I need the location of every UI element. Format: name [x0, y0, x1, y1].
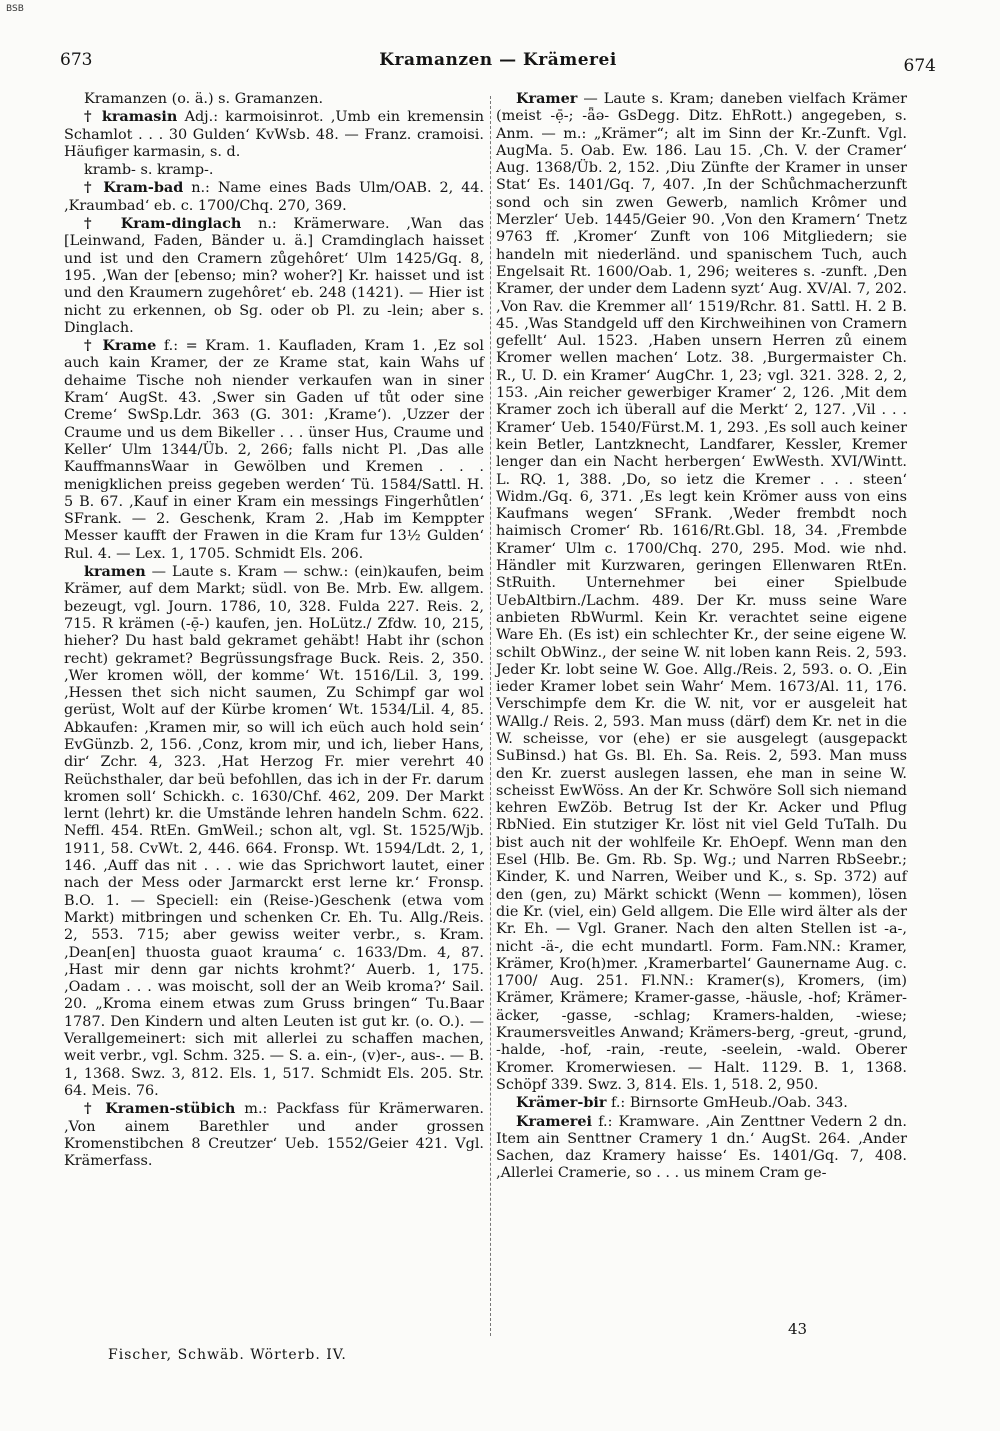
page-header	[60, 44, 936, 76]
entry: † kramasin Adj.: karmoisinrot. ‚Umb ein kremensin Schamlot . . . 30 Gulden‘ KvWsb. 48. — Franz. cramoisi. Häufiger karmasin, s. d.	[64, 108, 484, 160]
entry: Kramer — Laute s. Kram; daneben vielfach Krämer (meist -ẹ̄-; -ǟə- GsDegg. Ditz. EhRott.) angegeben, s. Anm. — m.: „Krämer“; alt im Sinn der Kr.-Zunft. Vgl. AugMa. 5. Oab. Ew. 186. Lau 15. ‚Ch. V. der Cramer‘ Aug. 1368/Üb. 2, 152. ‚Diu Zünfte der Kramer in unser Stat‘ Es. 1401/Gq. 7, 407. ‚In der Schůchmacherzunft sond och sin zwen Gewerb, namlich Krômer und Merzler‘ Ueb. 1445/Geier 90. ‚Von den Kramern‘ Tnetz 9763 ff. ‚Kromer‘ Zunft von 106 Mitgliedern; sie handeln mit niederländ. und spanischem Tuch, auch Engelsait Rt. 1600/Oab. 1, 296; weiteres s. -zunft. ‚Den Kramer, der under dem Ladenn syzt‘ Aug. XV/Al. 7, 202. ‚Von Rav. die Kremmer all‘ 1519/Rchr. 81. Sattl. H. 2 B. 45. ‚Was Standgeld uff den Kirchweihinen von Cramern gefellt‘ Aul. 1523. ‚Haben unsern Herren zů einem Kromer wellen machen‘ Lotz. 38. ‚Burgermaister Ch. R., U. D. ein Kramer‘ AugChr. 1, 23; vgl. 321. 328. 2, 2, 153. ‚Ain reicher gewerbiger Kramer‘ 2, 126. ‚Mit dem Kramer zoch ich überall auf die Merkt‘ 2, 127. ‚Vil . . . Kramer‘ Ueb. 1540/Fürst.M. 1, 293. ‚Es soll auch keiner kein Betler, Lantzknecht, Landfarer, Kessler, Kremer lenger dan ein Nacht herbergen‘ EwWesth. XVI/Wintt. L. RQ. 1, 388. ‚Do, so ietz die Kremer . . . steen‘ Widm./Gq. 6, 371. ‚Es legt kein Krömer auss von eins Kaufmans wegen‘ SFrank. ‚Weder frembdt noch haimisch Cromer‘ Rb. 1616/Rt.Gbl. 18, 34. ‚Frembde Kramer‘ Ulm c. 1700/Chq. 270, 295. Mod. wie nhd. Händler mit Kurzwaren, geringen Ellenwaren RtEn. StRuith. Unternehmer bei einer Spielbude UebAltbirn./Lachm. 489. Der Kr. muss seine Ware anbieten RbWurml. Kein Kr. verachtet seine eigene Ware Eh. (Es ist) ein schlechter Kr., der seine eigene W. schilt ObWinz., der seine W. nit loben kann Reis. 2, 593. Jeder Kr. lobt seine W. Goe. Allg./Reis. 2, 593. o. O. ‚Ein ieder Kramer lobet sein Wahr‘ Mem. 1673/Al. 11, 176. Verschimpfe dem Kr. die W. nit, vor er ausgeleit hat WAllg./ Reis. 2, 593. Man muss (därf) dem Kr. net in die W. scheisse, vor (ehe) er sie ausgelegt (ausgepackt SuBinsd.) hat Gs. Bl. Eh. Sa. Reis. 2, 593. Man muss den Kr. zuerst auslegen lassen, ehe man in seine W. scheisst EwWöss. An der Kr. Schwöre Soll sich niemand kehren EwZöb. Betrug Ist der Kr. Acker und Pflug RbNied. Ein stutziger Kr. löst nit viel Geld TuTalh. Du bist auch nit der wohlfeile Kr. EhOepf. Wenn man den Esel (Hlb. Be. Gm. Rb. Sp. Wg.; und Narren RbSeebr.; Kinder, K. und Narren, Weiber und K., s. Sp. 372) auf den (gen, zu) Märkt schickt (Wenn — kommen), lösen die Kr. (viel, ein) Geld allgem. Die Elle wird älter als der Kr. Eh. — Vgl. Graner. Nach den alten Stellen ist -a-, nicht -ä-, die echt mundartl. Form. Fam.NN.: Kramer, Krämer, Kro(h)mer. ‚Kramerbartel‘ Gaunername Aug. c. 1700/ Aug. 251. Fl.NN.: Kramer(s), Kromers, (im) Krämer, Krämere; Kramer-gasse, -häusle, -hof; Krämer-äcker, -gasse, -schlag; Kramers-halden, -wiese; Kraumersveitles Anwand; Krämers-berg, -greut, -grund, -halde, -hof, -rain, -reute, -seelein, -wald. Oberer Kromer. Kromerwiesen. — Halt. 1129. B. 1, 1368. Schöpf 339. Swz. 3, 814. Els. 1, 518. 2, 950.	[496, 90, 907, 1093]
column-divider	[490, 96, 491, 1336]
running-title: Kramanzen — Krämerei	[379, 50, 617, 70]
footer-imprint: Fischer, Schwäb. Wörterb. IV.	[108, 1347, 347, 1363]
entry: kramen — Laute s. Kram — schw.: (ein)kaufen, beim Krämer, auf dem Markt; südl. von Be. Mrb. Ew. allgem. bezeugt, vgl. Journ. 1786, 10, 328. Fulda 227. Reis. 2, 715. R krämen (-ẹ̄-) kaufen, jen. HoLütz./ Zfdw. 10, 215, hieher? Du hast bald gekramet gehäbt! Habt ihr (schon recht) gekramet? Begrüssungsfrage Buck. Reis. 2, 350. ‚Wer kromen wöll, der komme‘ Wt. 1516/Lil. 3, 199. ‚Hessen thet sich nicht saumen, Zu Schimpf gar wol gerüst, Wolt auf der Kürbe kromen‘ Wt. 1534/Lil. 4, 85. Abkaufen: ‚Kramen mir, so will ich eüch auch hold sein‘ EvGünzb. 2, 156. ‚Conz, krom mir, und ich, lieber Hans, dir‘ Zchr. 4, 323. ‚Hat Herzog Fr. mier verehrt 40 Reüchsthaler, dar beü befohllen, das ich in der Fr. darum kromen soll‘ Schickh. c. 1630/Chf. 462, 209. Der Markt lernt (lehrt) kr. die Umstände lehren handeln Schm. 622. Neffl. 454. RtEn. GmWeil.; schon alt, vgl. St. 1525/Wjb. 1911, 58. CvWt. 2, 446. 664. Fronsp. Wt. 1594/Ldt. 2, 1, 146. ‚Auff das nit . . . wie das Sprichwort lautet, einer nach der Mess oder Jarmarckt erst lerne kr.‘ Fronsp. B.O. 1. — Speciell: ein (Reise-)Geschenk (etwa vom Markt) mitbringen und schenken Cr. Eh. Tu. Allg./Reis. 2, 553. 715; aber gewiss weiter verbr., s. Kram. ‚Dean[en] thuosta guaot krauma‘ c. 1633/Dm. 4, 87. ‚Hast mir denn gar nichts krohmt?‘ Auerb. 1, 175. ‚Oadam . . . was moischt, soll der an Weib kroma?‘ Sail. 20. „Kroma einem etwas zum Gruss bringen“ Tu.Baar 1787. Den Kindern und alten Leuten ist gut kr. (o. O.). — Verallgemeinert: sich mit allerlei zu schaffen machen, weit verbr., vgl. Schm. 325. — S. a. ein-, (v)er-, aus-. — B. 1, 1368. Swz. 3, 812. Els. 1, 517. Schmidt Els. 205. Str. 64. Meis. 76.	[64, 563, 484, 1099]
entry: † Kramen-stübich m.: Packfass für Krämerwaren. ‚Von ainem Barethler und ander grossen Kromenstibchen 8 Creutzer‘ Ueb. 1552/Geier 421. Vgl. Krämerfass.	[64, 1100, 484, 1170]
entry: kramb- s. kramp-.	[84, 162, 214, 179]
entry: † Kram-bad n.: Name eines Bads Ulm/OAB. 2, 44. ‚Kraumbad‘ eb. c. 1700/Chq. 270, 369.	[64, 179, 484, 214]
signature-mark: 43	[788, 1320, 808, 1338]
entry: † Krame f.: = Kram. 1. Kaufladen, Kram 1. ‚Ez sol auch kain Kramer, der ze Krame stat, kain Wahs uf dehaime Tische noh niender verkaufen wan in siner Kram‘ AugSt. 43. ‚Swer sin Gaden uf tůt oder sine Creme‘ SwSp.Ldr. 363 (G. 301: ‚Krame‘). ‚Uzzer der Craume und us dem Bikeller . . . ünser Hus, Craume und Keller‘ Ulm 1344/Üb. 2, 266; falls nicht Pl. ‚Das alle KauffmannsWaar in Gewölben und Kremen . . . menigklichen preiss gegeben werden‘ Tü. 1584/Sattl. H. 5 B. 67. ‚Kauf in einer Kram ein messings Fingerhůtlen‘ SFrank. — 2. Geschenk, Kram 2. ‚Hab im Kemppter Messer kaufft der Frawen in die Kram fur 13½ Gulden‘ Rul. 4. — Lex. 1, 1705. Schmidt Els. 206.	[64, 337, 484, 562]
entry: Kramanzen (o. ä.) s. Gramanzen.	[84, 91, 324, 107]
entry: Kramerei f.: Kramware. ‚Ain Zenttner Vedern 2 dn. Item ain Senttner Cramery 1 dn.‘ AugSt. 264. ‚Ander Sachen, daz Kramery haisse‘ Es. 1401/Gq. 7, 408. ‚Allerlei Cramerie, so . . . us minem Cram ge-	[496, 1112, 907, 1182]
page-number-right: 674	[903, 56, 936, 76]
left-column	[64, 90, 484, 1170]
library-stamp: BSB	[6, 4, 24, 14]
entry: Krämer-bir f.: Birnsorte GmHeub./Oab. 343.	[516, 1094, 848, 1112]
page-number-left: 673	[60, 50, 93, 70]
right-column	[496, 90, 907, 1183]
entry: † Kram-dinglach n.: Krämerware. ‚Wan das [Leinwand, Faden, Bänder u. ä.] Cramdinglach haisset und ist und den Cramern zůgehôret‘ Ulm 1425/Gq. 8, 195. ‚Wan der [ebenso; min? woher?] Kr. haisset und ist und den Kraumern zugehôret‘ eb. 248 (1421). — Hier ist nicht zu erkennen, ob Sg. oder ob Pl. zu -lein; aber s. Dinglach.	[64, 215, 485, 336]
